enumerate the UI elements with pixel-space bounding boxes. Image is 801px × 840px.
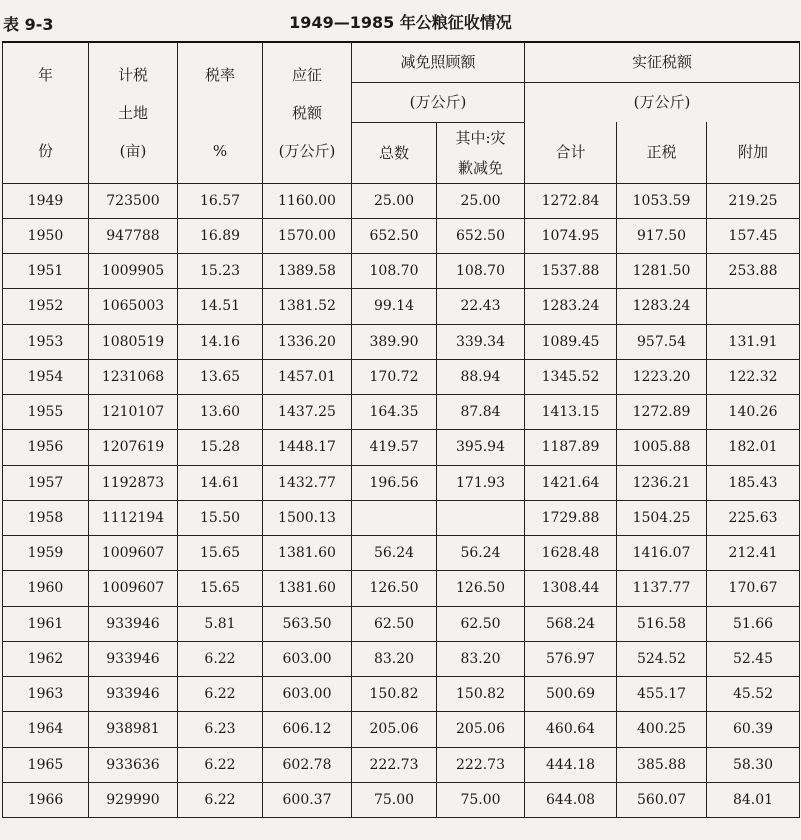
cell-exempt-disaster: 56.24 [437, 536, 525, 571]
header-actual-total: 合计 [525, 122, 617, 183]
cell-rate: 15.28 [178, 430, 263, 465]
cell-actual-extra: 185.43 [707, 465, 800, 500]
cell-exempt-total: 205.06 [352, 712, 437, 747]
cell-actual-total: 576.97 [525, 641, 617, 676]
cell-year: 1950 [3, 218, 89, 253]
cell-exempt-total: 108.70 [352, 254, 437, 289]
table-row [3, 465, 800, 500]
cell-actual-extra: 122.32 [707, 359, 800, 394]
cell-due: 600.37 [263, 782, 352, 817]
cell-exempt-disaster: 25.00 [437, 183, 525, 218]
cell-exempt-total: 164.35 [352, 395, 437, 430]
table-row [3, 677, 800, 712]
cell-actual-extra: 157.45 [707, 218, 800, 253]
cell-due: 1336.20 [263, 324, 352, 359]
cell-due: 1381.60 [263, 571, 352, 606]
cell-due: 1389.58 [263, 254, 352, 289]
cell-due: 606.12 [263, 712, 352, 747]
cell-due: 1570.00 [263, 218, 352, 253]
cell-actual-main: 1283.24 [617, 289, 707, 324]
cell-exempt-total: 196.56 [352, 465, 437, 500]
cell-exempt-disaster: 205.06 [437, 712, 525, 747]
cell-actual-extra: 140.26 [707, 395, 800, 430]
table-row [3, 571, 800, 606]
cell-actual-total: 568.24 [525, 606, 617, 641]
cell-exempt-total: 75.00 [352, 782, 437, 817]
header-actual-main: 正税 [617, 122, 707, 183]
cell-actual-main: 385.88 [617, 747, 707, 782]
cell-exempt-disaster: 83.20 [437, 641, 525, 676]
cell-due: 1381.60 [263, 536, 352, 571]
cell-exempt-disaster [437, 500, 525, 535]
cell-exempt-total: 170.72 [352, 359, 437, 394]
header-land: 计税 土地 (亩) [89, 42, 178, 183]
cell-actual-extra: 84.01 [707, 782, 800, 817]
cell-actual-main: 917.50 [617, 218, 707, 253]
cell-actual-total: 1283.24 [525, 289, 617, 324]
cell-year: 1965 [3, 747, 89, 782]
cell-actual-main: 1137.77 [617, 571, 707, 606]
cell-exempt-disaster: 222.73 [437, 747, 525, 782]
cell-rate: 16.57 [178, 183, 263, 218]
cell-land: 1009905 [89, 254, 178, 289]
cell-actual-total: 444.18 [525, 747, 617, 782]
cell-land: 929990 [89, 782, 178, 817]
cell-exempt-total: 652.50 [352, 218, 437, 253]
cell-exempt-total: 62.50 [352, 606, 437, 641]
cell-rate: 6.22 [178, 782, 263, 817]
table-row [3, 536, 800, 571]
cell-exempt-total: 56.24 [352, 536, 437, 571]
cell-exempt-disaster: 75.00 [437, 782, 525, 817]
cell-land: 1231068 [89, 359, 178, 394]
cell-year: 1956 [3, 430, 89, 465]
cell-exempt-total: 419.57 [352, 430, 437, 465]
cell-due: 563.50 [263, 606, 352, 641]
cell-due: 1457.01 [263, 359, 352, 394]
cell-due: 602.78 [263, 747, 352, 782]
cell-actual-total: 1729.88 [525, 500, 617, 535]
table-row [3, 782, 800, 817]
cell-exempt-disaster: 150.82 [437, 677, 525, 712]
cell-land: 1080519 [89, 324, 178, 359]
cell-actual-main: 400.25 [617, 712, 707, 747]
table-row [3, 183, 800, 218]
cell-due: 1437.25 [263, 395, 352, 430]
cell-year: 1964 [3, 712, 89, 747]
cell-due: 1381.52 [263, 289, 352, 324]
cell-due: 1160.00 [263, 183, 352, 218]
cell-actual-extra [707, 289, 800, 324]
cell-actual-extra: 219.25 [707, 183, 800, 218]
cell-actual-main: 524.52 [617, 641, 707, 676]
table-row [3, 395, 800, 430]
cell-year: 1963 [3, 677, 89, 712]
header-actual-extra: 附加 [707, 122, 800, 183]
cell-rate: 15.23 [178, 254, 263, 289]
tax-table [2, 41, 800, 818]
cell-actual-main: 516.58 [617, 606, 707, 641]
cell-land: 723500 [89, 183, 178, 218]
cell-actual-total: 500.69 [525, 677, 617, 712]
cell-actual-main: 455.17 [617, 677, 707, 712]
cell-land: 933946 [89, 641, 178, 676]
cell-exempt-total: 389.90 [352, 324, 437, 359]
cell-exempt-total: 25.00 [352, 183, 437, 218]
cell-actual-total: 1413.15 [525, 395, 617, 430]
cell-land: 1009607 [89, 571, 178, 606]
cell-year: 1959 [3, 536, 89, 571]
cell-actual-main: 1272.89 [617, 395, 707, 430]
cell-year: 1966 [3, 782, 89, 817]
cell-land: 1210107 [89, 395, 178, 430]
cell-exempt-disaster: 22.43 [437, 289, 525, 324]
cell-rate: 15.65 [178, 571, 263, 606]
page-header [0, 0, 801, 40]
cell-actual-total: 1537.88 [525, 254, 617, 289]
header-actual-group: 实征税额 [525, 42, 800, 82]
cell-actual-extra: 60.39 [707, 712, 800, 747]
cell-land: 933946 [89, 606, 178, 641]
table-label: 表 9-3 [3, 15, 54, 34]
header-rate: 税率 % [178, 42, 263, 183]
cell-actual-extra: 225.63 [707, 500, 800, 535]
cell-year: 1955 [3, 395, 89, 430]
table-row [3, 254, 800, 289]
cell-year: 1953 [3, 324, 89, 359]
cell-exempt-disaster: 339.34 [437, 324, 525, 359]
cell-land: 933946 [89, 677, 178, 712]
cell-exempt-total: 150.82 [352, 677, 437, 712]
cell-year: 1961 [3, 606, 89, 641]
cell-actual-extra: 182.01 [707, 430, 800, 465]
cell-actual-extra: 58.30 [707, 747, 800, 782]
cell-actual-main: 1281.50 [617, 254, 707, 289]
table-row [3, 289, 800, 324]
header-exempt-group: 减免照顾额 [352, 42, 525, 82]
cell-year: 1954 [3, 359, 89, 394]
cell-exempt-total: 83.20 [352, 641, 437, 676]
cell-rate: 6.22 [178, 641, 263, 676]
table-row [3, 500, 800, 535]
cell-rate: 5.81 [178, 606, 263, 641]
cell-exempt-disaster: 88.94 [437, 359, 525, 394]
header-actual-unit: (万公斤) [525, 82, 800, 122]
cell-actual-total: 1421.64 [525, 465, 617, 500]
cell-land: 1009607 [89, 536, 178, 571]
cell-land: 933636 [89, 747, 178, 782]
cell-year: 1952 [3, 289, 89, 324]
cell-actual-main: 1416.07 [617, 536, 707, 571]
cell-rate: 6.22 [178, 677, 263, 712]
header-year: 年 份 [3, 42, 89, 183]
cell-land: 1065003 [89, 289, 178, 324]
cell-exempt-total: 126.50 [352, 571, 437, 606]
cell-exempt-disaster: 171.93 [437, 465, 525, 500]
cell-actual-main: 1223.20 [617, 359, 707, 394]
cell-rate: 13.65 [178, 359, 263, 394]
cell-rate: 14.16 [178, 324, 263, 359]
cell-exempt-total: 99.14 [352, 289, 437, 324]
cell-actual-main: 1053.59 [617, 183, 707, 218]
table-row [3, 606, 800, 641]
table-row [3, 218, 800, 253]
cell-year: 1960 [3, 571, 89, 606]
cell-actual-extra: 45.52 [707, 677, 800, 712]
cell-actual-total: 1187.89 [525, 430, 617, 465]
cell-land: 947788 [89, 218, 178, 253]
cell-actual-total: 1308.44 [525, 571, 617, 606]
cell-exempt-disaster: 395.94 [437, 430, 525, 465]
table-row [3, 324, 800, 359]
table-row [3, 430, 800, 465]
cell-exempt-disaster: 126.50 [437, 571, 525, 606]
cell-actual-total: 1074.95 [525, 218, 617, 253]
cell-due: 1500.13 [263, 500, 352, 535]
cell-rate: 13.60 [178, 395, 263, 430]
header-exempt-disaster: 其中:灾 歉减免 [437, 122, 525, 183]
table-row [3, 712, 800, 747]
table-row [3, 747, 800, 782]
cell-actual-total: 460.64 [525, 712, 617, 747]
cell-rate: 15.65 [178, 536, 263, 571]
table-row [3, 359, 800, 394]
table-body [3, 183, 800, 818]
cell-actual-extra: 131.91 [707, 324, 800, 359]
cell-rate: 14.61 [178, 465, 263, 500]
cell-due: 603.00 [263, 641, 352, 676]
cell-actual-total: 1628.48 [525, 536, 617, 571]
cell-due: 603.00 [263, 677, 352, 712]
cell-actual-total: 1272.84 [525, 183, 617, 218]
cell-due: 1432.77 [263, 465, 352, 500]
cell-actual-extra: 51.66 [707, 606, 800, 641]
cell-land: 1112194 [89, 500, 178, 535]
cell-actual-main: 1504.25 [617, 500, 707, 535]
cell-year: 1958 [3, 500, 89, 535]
cell-actual-main: 1236.21 [617, 465, 707, 500]
cell-actual-total: 1089.45 [525, 324, 617, 359]
cell-actual-extra: 253.88 [707, 254, 800, 289]
cell-rate: 15.50 [178, 500, 263, 535]
cell-year: 1951 [3, 254, 89, 289]
cell-year: 1957 [3, 465, 89, 500]
cell-rate: 16.89 [178, 218, 263, 253]
cell-actual-main: 957.54 [617, 324, 707, 359]
cell-actual-total: 1345.52 [525, 359, 617, 394]
cell-land: 1207619 [89, 430, 178, 465]
table-row [3, 641, 800, 676]
cell-exempt-disaster: 87.84 [437, 395, 525, 430]
cell-exempt-disaster: 108.70 [437, 254, 525, 289]
cell-exempt-total: 222.73 [352, 747, 437, 782]
cell-land: 938981 [89, 712, 178, 747]
cell-land: 1192873 [89, 465, 178, 500]
header-exempt-total: 总数 [352, 122, 437, 183]
header-due: 应征 税额 (万公斤) [263, 42, 352, 183]
cell-rate: 6.23 [178, 712, 263, 747]
cell-exempt-total [352, 500, 437, 535]
cell-year: 1949 [3, 183, 89, 218]
header-exempt-unit: (万公斤) [352, 82, 525, 122]
cell-rate: 6.22 [178, 747, 263, 782]
cell-actual-extra: 170.67 [707, 571, 800, 606]
cell-due: 1448.17 [263, 430, 352, 465]
cell-year: 1962 [3, 641, 89, 676]
cell-exempt-disaster: 652.50 [437, 218, 525, 253]
table-header [3, 42, 800, 183]
cell-actual-extra: 52.45 [707, 641, 800, 676]
cell-actual-extra: 212.41 [707, 536, 800, 571]
table-title: 1949—1985 年公粮征收情况 [289, 13, 512, 32]
cell-rate: 14.51 [178, 289, 263, 324]
cell-actual-main: 1005.88 [617, 430, 707, 465]
cell-actual-main: 560.07 [617, 782, 707, 817]
cell-exempt-disaster: 62.50 [437, 606, 525, 641]
cell-actual-total: 644.08 [525, 782, 617, 817]
